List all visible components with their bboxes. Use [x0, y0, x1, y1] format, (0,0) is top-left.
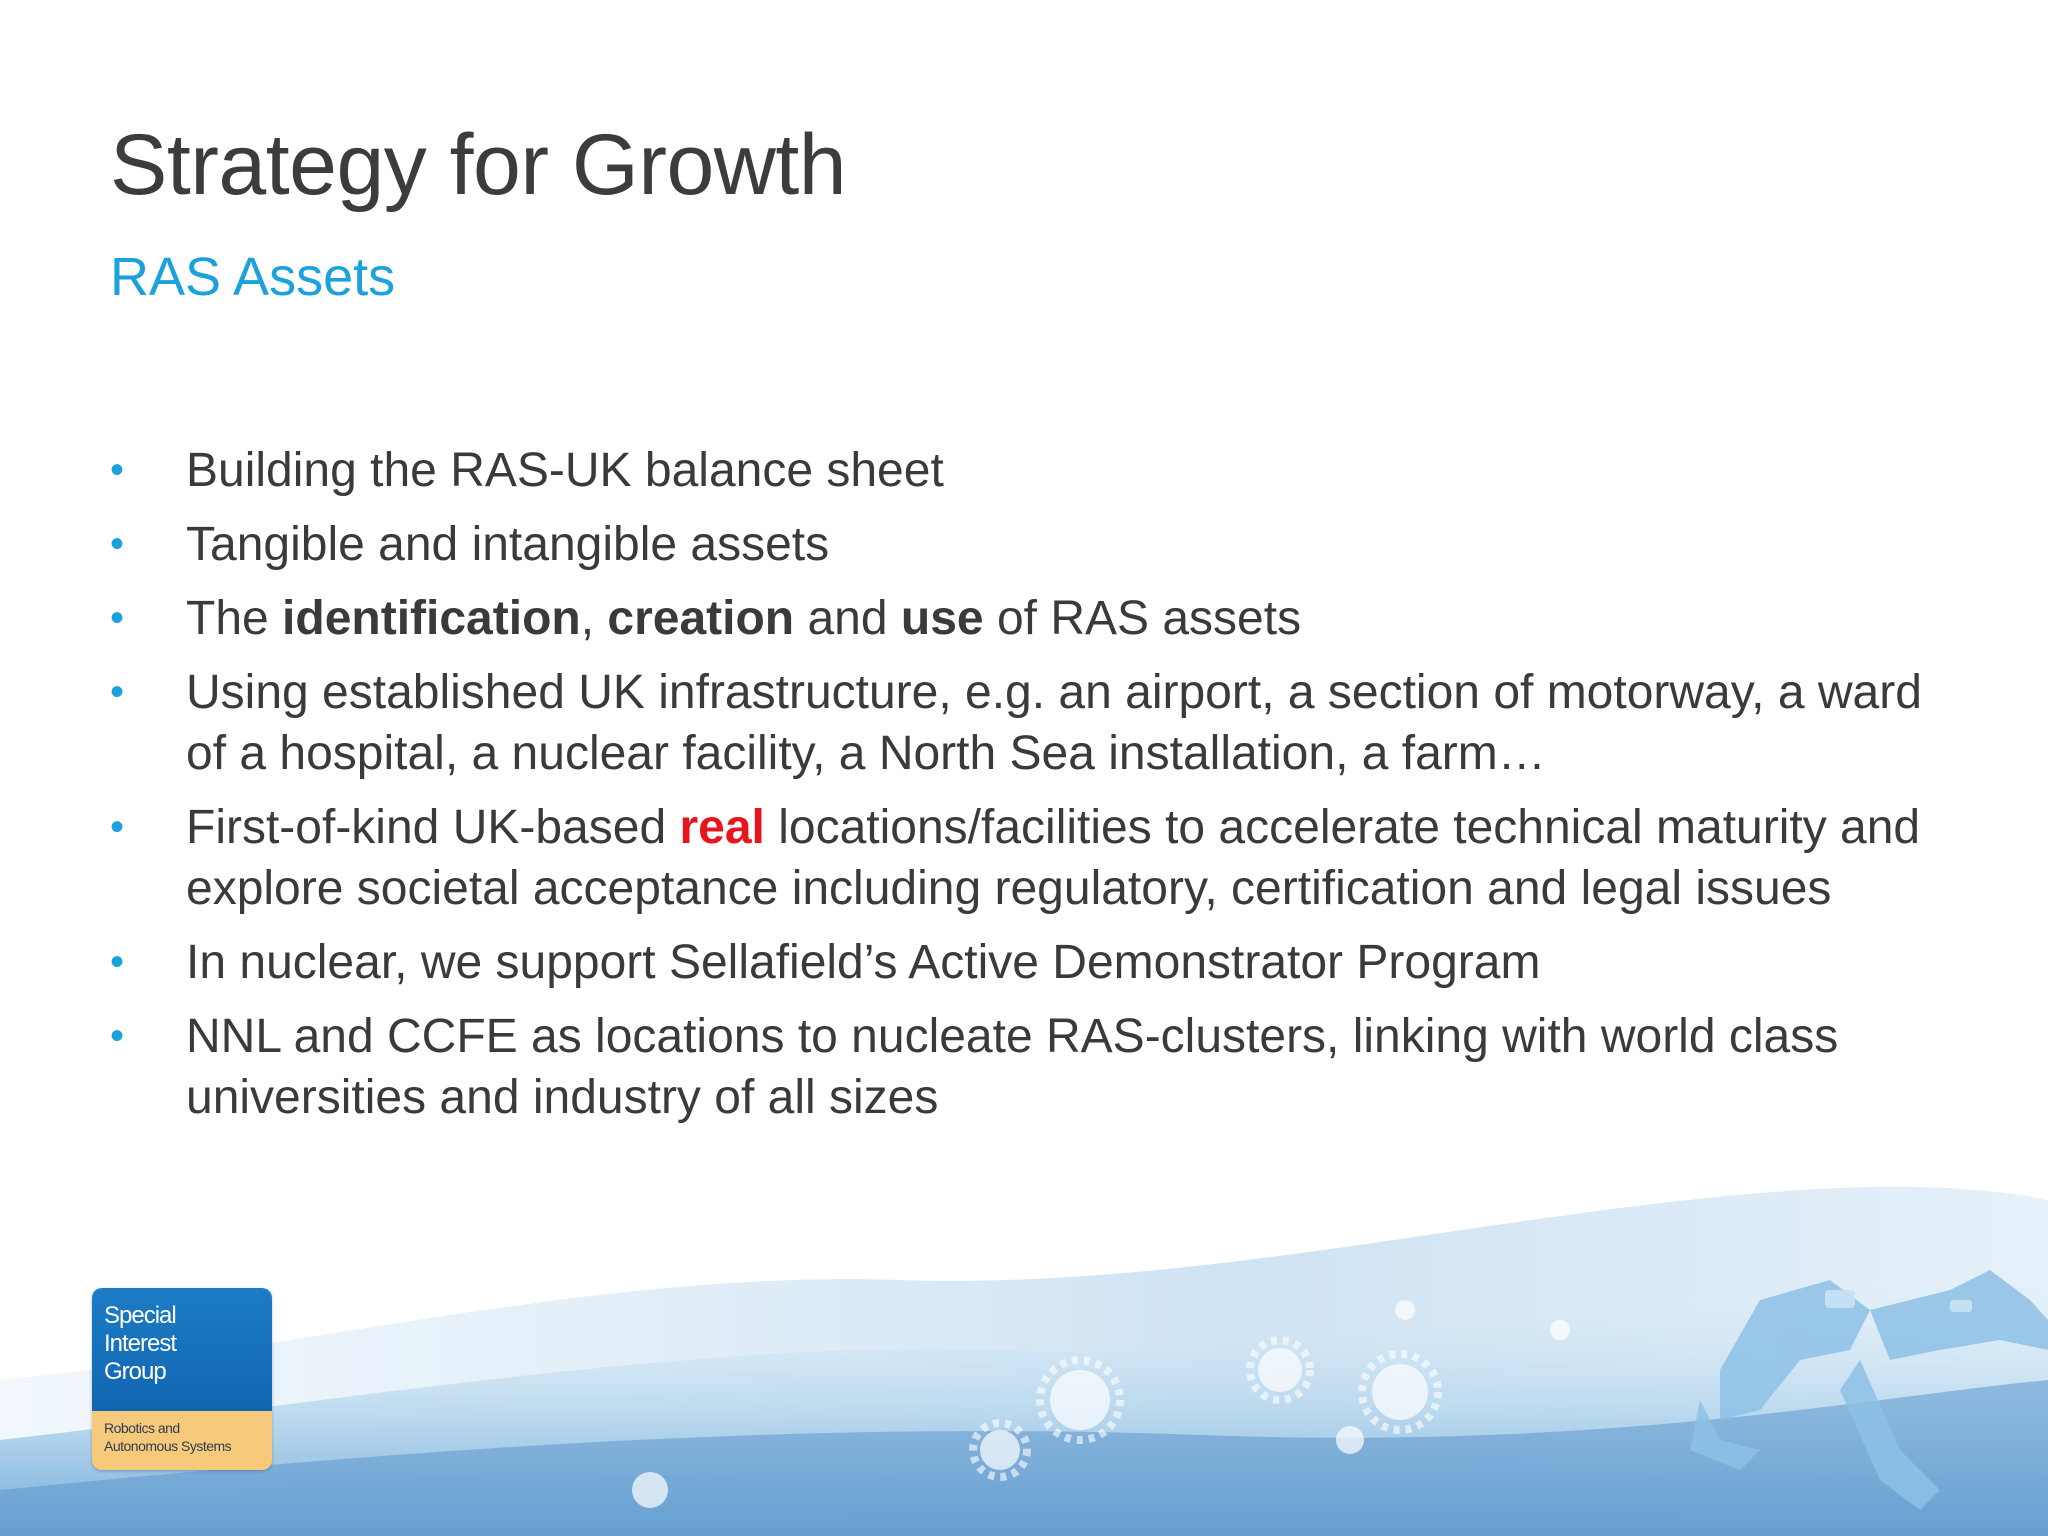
bullet-icon: • [110, 1014, 125, 1058]
background-wave-decoration [0, 1150, 2048, 1536]
bullet-icon: • [110, 522, 125, 566]
bullet-text: Building the RAS-UK balance sheet [186, 444, 944, 497]
slide-subtitle: RAS Assets [110, 247, 396, 307]
bullet-item [110, 932, 1970, 993]
bullet-icon: • [110, 805, 125, 849]
bullet-highlight-word: real [679, 801, 765, 854]
bullet-bold-term: identification [282, 592, 581, 645]
bullet-bold-term: use [900, 592, 984, 645]
logo-bottom-panel [92, 1411, 272, 1470]
bullet-item [110, 440, 1970, 501]
bullet-item [110, 797, 1970, 919]
special-interest-group-logo [92, 1288, 272, 1470]
bullet-item [110, 1006, 1970, 1128]
bullet-item [110, 662, 1970, 784]
bullet-text-part: First-of-kind UK-based [186, 801, 680, 854]
bullet-icon: • [110, 448, 125, 492]
logo-top-text [104, 1302, 176, 1386]
bullet-text-part: and [794, 592, 901, 645]
bullet-text-part: locations/facilities to accelerate technical maturity and explore societal acceptance including regulatory, certification and legal issues [186, 801, 1921, 915]
bullet-text: NNL and CCFE as locations to nucleate RAS-clusters, linking with world class universities and industry of all sizes [186, 1010, 1839, 1124]
logo-line: Autonomous Systems [104, 1438, 232, 1454]
logo-top-panel [92, 1288, 272, 1411]
slide-title: Strategy for Growth [110, 117, 847, 213]
logo-line: Special [104, 1302, 176, 1329]
bullet-icon: • [110, 940, 125, 984]
bullet-icon: • [110, 670, 125, 714]
logo-line: Interest [104, 1330, 177, 1357]
bullet-text: Tangible and intangible assets [186, 518, 830, 571]
bullet-icon: • [110, 596, 125, 640]
logo-line: Robotics and [104, 1420, 180, 1436]
bullet-item [110, 588, 1970, 649]
logo-line: Group [104, 1358, 166, 1385]
logo-bottom-text [104, 1419, 231, 1455]
bullet-bold-term: creation [607, 592, 795, 645]
bullet-list [110, 440, 1970, 1141]
bullet-text: Using established UK infrastructure, e.g. an airport, a section of motorway, a ward of a hospital, a nuclear facility, a North Sea installation, a farm… [186, 666, 1922, 780]
bullet-text: In nuclear, we support Sellafield’s Active Demonstrator Program [186, 936, 1541, 989]
bullet-text-part: of RAS assets [983, 592, 1302, 645]
bullet-text-part: , [580, 592, 608, 645]
bullet-item [110, 514, 1970, 575]
bullet-text-part: The [186, 592, 283, 645]
